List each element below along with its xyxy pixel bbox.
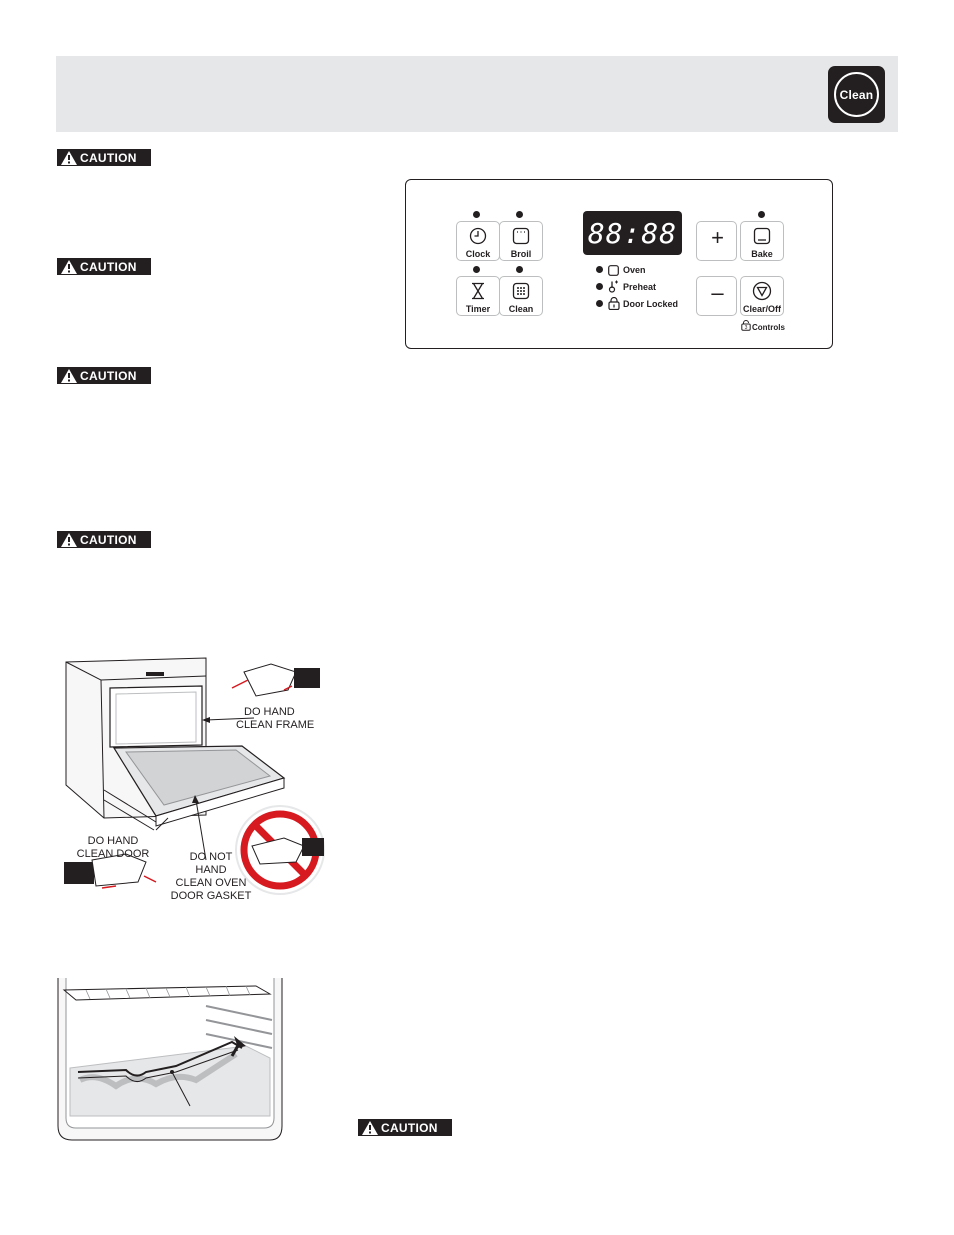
caution-label: CAUTION [57, 531, 151, 548]
gasket-callout-line-3: CLEAN OVEN [175, 877, 247, 889]
clean-key-label: Clean [508, 304, 534, 314]
caution-label: CAUTION [57, 367, 151, 384]
door-callout-line-2: CLEAN DOOR [76, 848, 150, 860]
clock-icon [469, 227, 487, 245]
clear-off-icon [752, 281, 772, 301]
clean-grid-icon [512, 282, 530, 300]
broil-icon [512, 227, 530, 245]
preheat-status-label: Preheat [623, 282, 657, 292]
bake-key-label: Bake [751, 249, 773, 259]
controls-label: Controls [752, 323, 785, 332]
bake-icon [753, 227, 771, 245]
oven-interior-drawing [56, 976, 284, 1142]
minus-key-label: – [711, 280, 724, 305]
controls-lock-icon [741, 320, 751, 331]
clean-badge-icon [828, 66, 885, 123]
warning-triangle-icon [61, 369, 77, 383]
oven-square-icon [608, 265, 619, 276]
timer-indicator-led [473, 266, 480, 273]
timer-key-label: Timer [465, 304, 491, 314]
oven-door-cleaning-illustration [56, 650, 328, 900]
hourglass-icon [469, 282, 487, 300]
preheat-status-led [596, 283, 603, 290]
plus-key-label: + [711, 225, 724, 250]
door-callout-line-1: DO HAND [87, 835, 139, 847]
clear-off-key[interactable] [740, 276, 784, 316]
clock-key-label: Clock [465, 249, 491, 259]
frame-callout [236, 706, 328, 732]
gasket-callout-line-1: DO NOT [189, 851, 233, 863]
broil-key[interactable] [499, 221, 543, 261]
clock-indicator-led [473, 211, 480, 218]
frame-callout-line-2: CLEAN FRAME [236, 719, 315, 731]
gasket-callout-line-4: DOOR GASKET [170, 890, 252, 902]
caution-label: CAUTION [57, 149, 151, 166]
digital-display: 88:88 [583, 211, 682, 255]
warning-triangle-icon [362, 1121, 378, 1135]
caution-label: CAUTION [358, 1119, 452, 1136]
gasket-callout-line-2: HAND [195, 864, 227, 876]
caution-label: CAUTION [57, 258, 151, 275]
bake-key[interactable] [740, 221, 784, 261]
thermometer-icon [608, 280, 619, 293]
oven-control-panel [405, 179, 833, 349]
section-header-band [56, 56, 898, 132]
padlock-icon [608, 297, 620, 310]
warning-triangle-icon [61, 260, 77, 274]
gasket-callout [166, 851, 256, 903]
warning-triangle-icon [61, 533, 77, 547]
door-locked-status-label: Door Locked [623, 299, 679, 309]
bake-indicator-led [758, 211, 765, 218]
frame-callout-line-1: DO HAND [244, 706, 295, 718]
clear-off-key-label: Clear/Off [742, 304, 781, 314]
clean-key[interactable] [499, 276, 543, 316]
broil-indicator-led [516, 211, 523, 218]
minus-key[interactable] [696, 276, 737, 316]
clean-badge-label: Clean [834, 72, 879, 117]
door-locked-status-led [596, 300, 603, 307]
oven-interior-illustration [56, 976, 284, 1142]
svg-text:3: 3 [744, 325, 748, 331]
plus-key[interactable] [696, 221, 737, 261]
clean-indicator-led [516, 266, 523, 273]
broil-key-label: Broil [510, 249, 532, 259]
oven-status-led [596, 266, 603, 273]
door-callout [68, 835, 158, 861]
warning-triangle-icon [61, 151, 77, 165]
oven-status-label: Oven [623, 265, 646, 275]
